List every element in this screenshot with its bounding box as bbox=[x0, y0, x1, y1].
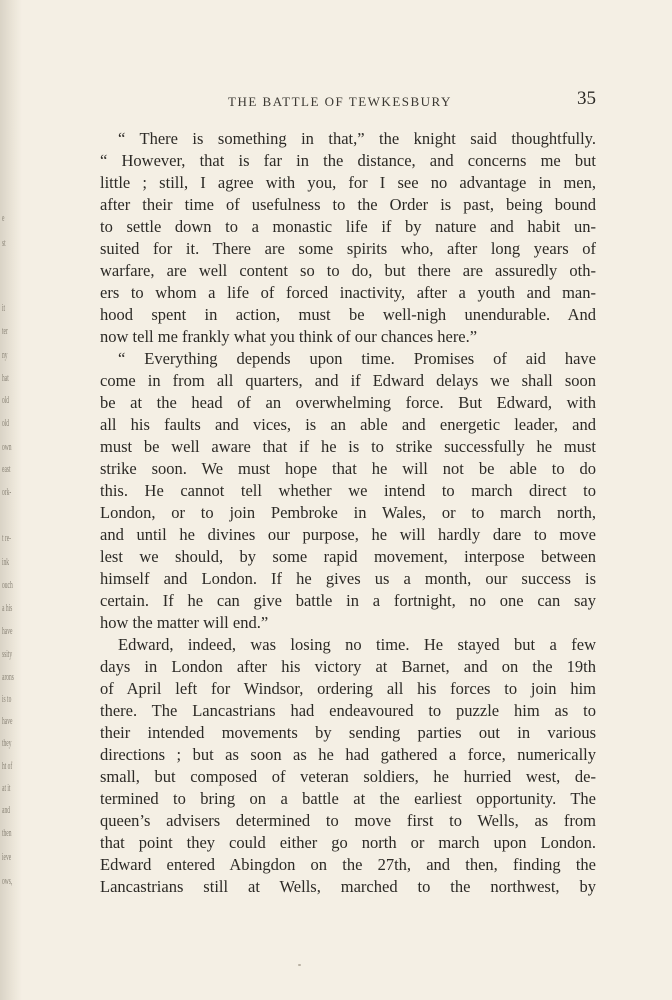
text-line: and until he divines our purpose, he will hardly dare to move bbox=[100, 525, 596, 544]
text-line: ers to whom a life of forced inactivity, after a youth and man- bbox=[100, 283, 596, 302]
text-line: strike soon. We must hope that he will not be able to do bbox=[100, 459, 596, 478]
bleed-fragment: ouch bbox=[2, 580, 13, 591]
text-line: Edward entered Abingdon on the 27th, and then, finding the bbox=[100, 855, 596, 874]
page-number: 35 bbox=[577, 88, 596, 109]
text-line: of April left for Windsor, ordering all his forces to join him bbox=[100, 679, 596, 698]
bleed-fragment: ows, bbox=[2, 876, 13, 887]
text-line: queen’s advisers determined to move first to Wells, as from bbox=[100, 811, 596, 830]
bleed-fragment: they bbox=[2, 738, 12, 749]
text-line: Lancastrians still at Wells, marched to the northwest, by bbox=[100, 877, 596, 896]
text-line: how the matter will end.” bbox=[100, 613, 269, 632]
text-line: after their time of usefulness to the Order is past, being bound bbox=[100, 195, 596, 214]
bleed-fragment: e bbox=[2, 213, 5, 224]
bleed-fragment: ht of bbox=[2, 761, 13, 772]
bleed-fragment: ny bbox=[2, 350, 8, 361]
text-line: this. He cannot tell whether we intend to march direct to bbox=[100, 481, 596, 500]
bleed-fragment: ssity bbox=[2, 649, 13, 660]
text-line: termined to bring on a battle at the earliest opportunity. The bbox=[100, 789, 596, 808]
text-line: be at the head of an overwhelming force. But Edward, with bbox=[100, 393, 596, 412]
bleed-fragment: own bbox=[2, 442, 12, 453]
page-header bbox=[100, 88, 596, 114]
bleed-fragment: then bbox=[2, 828, 12, 839]
bleed-fragment: old bbox=[2, 418, 10, 429]
text-line: certain. If he can give battle in a fortnight, no one can say bbox=[100, 591, 596, 610]
bleed-fragment: ork- bbox=[2, 487, 12, 498]
bleed-fragment: have bbox=[2, 716, 13, 727]
bleed-fragment: ter bbox=[2, 326, 8, 337]
text-line: to settle down to a monastic life if by nature and habit un- bbox=[100, 217, 596, 236]
bleed-fragment: hat bbox=[2, 373, 9, 384]
text-line: all his faults and vices, is an able and energetic leader, and bbox=[100, 415, 596, 434]
body-text bbox=[100, 128, 596, 898]
bleed-fragment: arons bbox=[2, 672, 14, 683]
text-line: himself and London. If he gives us a month, our success is bbox=[100, 569, 596, 588]
text-line: come in from all quarters, and if Edward delays we shall soon bbox=[100, 371, 596, 390]
text-line: suited for it. There are some spirits who, after long years of bbox=[100, 239, 596, 258]
text-line: warfare, are well content so to do, but there are assuredly oth- bbox=[100, 261, 596, 280]
bleed-fragment: old bbox=[2, 395, 10, 406]
text-line: “ Everything depends upon time. Promises of aid have bbox=[118, 349, 596, 368]
bleed-through-text bbox=[0, 0, 22, 1000]
text-line: “ There is something in that,” the knight said thoughtfully. bbox=[118, 129, 596, 148]
text-line: London, or to join Pembroke in Wales, or to march north, bbox=[100, 503, 596, 522]
text-line: must be well aware that if he is to strike successfully he must bbox=[100, 437, 596, 456]
bleed-fragment: a his bbox=[2, 603, 13, 614]
bleed-fragment: and bbox=[2, 805, 10, 816]
bleed-fragment: st bbox=[2, 238, 6, 249]
bleed-fragment: have bbox=[2, 626, 13, 637]
running-title: THE BATTLE OF TEWKESBURY bbox=[228, 94, 452, 109]
bleed-fragment: at it bbox=[2, 783, 11, 794]
text-line: “ However, that is far in the distance, and concerns me but bbox=[100, 151, 596, 170]
paper-speck bbox=[298, 964, 301, 966]
text-line: directions ; but as soon as he had gathered a force, numerically bbox=[100, 745, 596, 764]
bleed-fragment: ink bbox=[2, 557, 10, 568]
text-line: lest we should, by some rapid movement, interpose between bbox=[100, 547, 596, 566]
text-line: hood spent in action, must be well-nigh unendurable. And bbox=[100, 305, 596, 324]
text-line: days in London after his victory at Barnet, and on the 19th bbox=[100, 657, 596, 676]
text-line: there. The Lancastrians had endeavoured to puzzle him as to bbox=[100, 701, 596, 720]
bleed-fragment: east bbox=[2, 464, 11, 475]
bleed-fragment: t re- bbox=[2, 533, 12, 544]
text-line: now tell me frankly what you think of our chances here.” bbox=[100, 327, 478, 346]
text-line: that point they could either go north or march upon London. bbox=[100, 833, 596, 852]
bleed-fragment: is to bbox=[2, 694, 12, 705]
text-line: little ; still, I agree with you, for I see no advantage in men, bbox=[100, 173, 596, 192]
text-line: their intended movements by sending parties out in various bbox=[100, 723, 596, 742]
text-line: Edward, indeed, was losing no time. He stayed but a few bbox=[118, 635, 596, 654]
text-line: small, but composed of veteran soldiers, he hurried west, de- bbox=[100, 767, 596, 786]
bleed-fragment: it bbox=[2, 303, 6, 314]
bleed-fragment: ieve bbox=[2, 852, 12, 863]
